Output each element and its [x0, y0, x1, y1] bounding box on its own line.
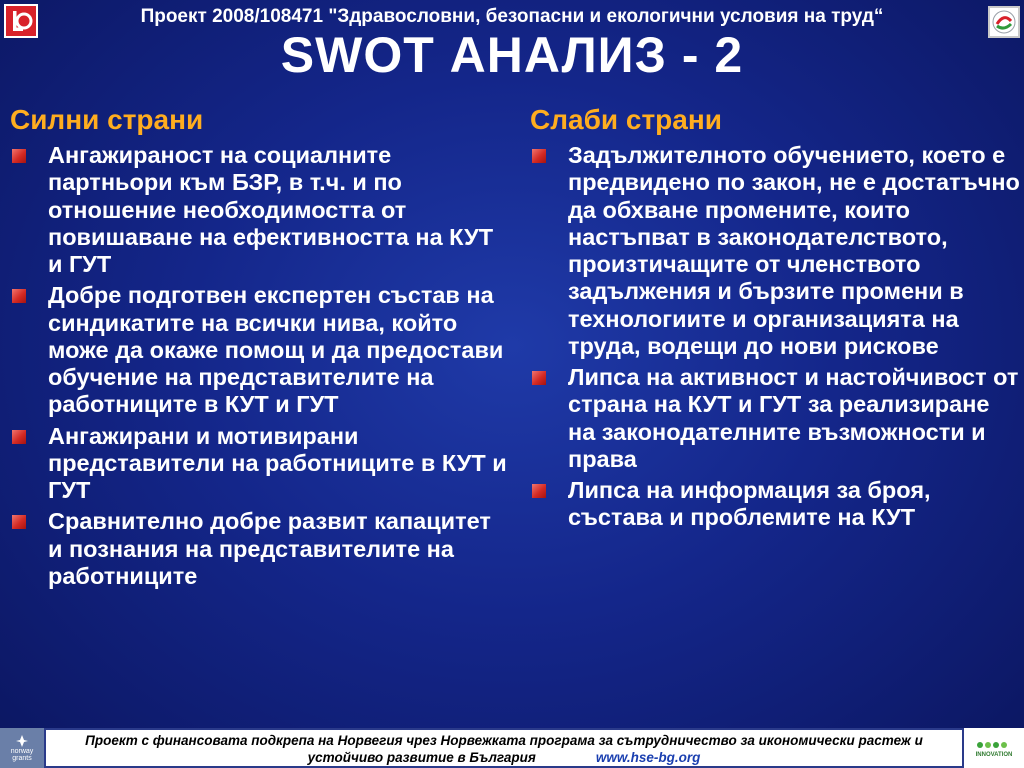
strengths-list [10, 142, 510, 590]
strengths-heading: Силни страни [10, 104, 204, 135]
funding-note-line-1: Проект с финансовата подкрепа на Норвегия чрез Норвежката програма за сътрудничество за икономически растеж и [85, 733, 923, 748]
list-item [10, 142, 510, 278]
list-item [10, 282, 510, 418]
project-line: Проект 2008/108471 "Здравословни, безопасни и екологични условия на труд“ [140, 6, 884, 27]
square-bullet-icon [532, 371, 546, 385]
list-item [10, 508, 510, 590]
norway-grants-logo-icon [0, 728, 44, 768]
norway-grants-mark [15, 734, 29, 748]
funding-note-line-2 [46, 750, 962, 767]
square-bullet-icon [12, 149, 26, 163]
innovation-logo-label: INNOVATION [975, 752, 1013, 758]
list-item-text: Ангажирани и мотивирани представители на работниците в КУТ и ГУТ [48, 422, 507, 503]
square-bullet-icon [532, 484, 546, 498]
square-bullet-icon [12, 430, 26, 444]
weaknesses-column [530, 104, 1020, 536]
list-item [530, 142, 1020, 360]
norway-grants-label-2: grants [12, 755, 32, 762]
weaknesses-heading: Слаби страни [530, 104, 722, 135]
list-item-text: Липса на информация за броя, състава и проблемите на КУТ [568, 477, 931, 531]
list-item [530, 364, 1020, 473]
list-item-text: Липса на активност и настойчивост от страна на КУТ и ГУТ за реализиране на законодателните възможности и права [568, 364, 1019, 472]
square-bullet-icon [12, 515, 26, 529]
innovation-logo-mark [974, 738, 1014, 752]
square-bullet-icon [12, 289, 26, 303]
website-link[interactable]: www.hse-bg.org [595, 749, 701, 765]
list-item [10, 423, 510, 505]
strengths-column [10, 104, 510, 594]
list-item [530, 477, 1020, 532]
weaknesses-list [530, 142, 1020, 532]
list-item-text: Сравнително добре развит капацитет и познания на представителите на работниците [48, 508, 491, 589]
square-bullet-icon [532, 149, 546, 163]
innovation-logo-icon [964, 728, 1024, 768]
footer [0, 728, 1024, 768]
list-item-text: Ангажираност на социалните партньори към БЗР, в т.ч. и по отношение необходимостта от повишаване на ефективността на КУТ и ГУТ [48, 142, 494, 277]
norway-grants-label-1: norway [10, 748, 34, 755]
funding-note-line-2-text: устойчиво развитие в България [307, 749, 536, 765]
funding-note [44, 728, 964, 768]
page-title: SWOT АНАЛИЗ - 2 [280, 27, 744, 83]
list-item-text: Задължителното обучението, което е предвидено по закон, не е достатъчно да обхване промените, които настъпват в законодателството, произтичащите от членството задължения и бързите промени в технологиите и организацията на труда, водещи до нови рискове [568, 142, 1020, 359]
list-item-text: Добре подготвен експертен състав на синдикатите на всички нива, който може да окаже помощ и да предостави обучение на представителите на работниците в КУТ и ГУТ [48, 282, 504, 418]
